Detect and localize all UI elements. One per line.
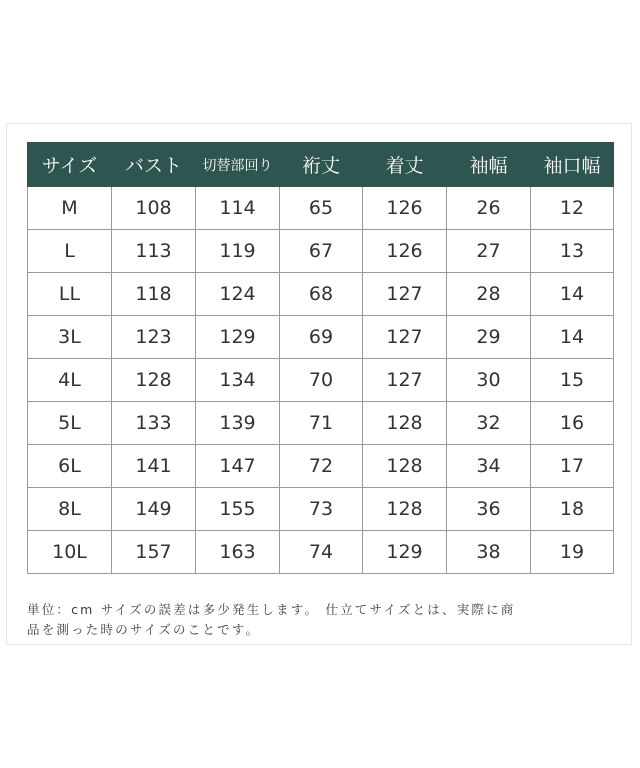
- table-row: [28, 402, 614, 445]
- size-label-cell: 8L: [28, 488, 112, 531]
- header-sleeve-width: 袖幅: [447, 143, 531, 187]
- measurement-cell: 69: [280, 316, 363, 359]
- size-label-cell: M: [28, 187, 112, 230]
- measurement-cell: 27: [447, 230, 531, 273]
- measurement-cell: 128: [363, 445, 447, 488]
- measurement-cell: 163: [196, 531, 280, 574]
- measurement-cell: 155: [196, 488, 280, 531]
- measurement-cell: 134: [196, 359, 280, 402]
- measurement-cell: 71: [280, 402, 363, 445]
- measurement-cell: 118: [112, 273, 196, 316]
- measurement-cell: 30: [447, 359, 531, 402]
- measurement-cell: 126: [363, 187, 447, 230]
- size-label-cell: 3L: [28, 316, 112, 359]
- measurement-cell: 126: [363, 230, 447, 273]
- measurement-cell: 128: [363, 488, 447, 531]
- measurement-cell: 108: [112, 187, 196, 230]
- measurement-cell: 18: [531, 488, 614, 531]
- measurement-cell: 127: [363, 316, 447, 359]
- size-note: [27, 600, 617, 640]
- table-header-row: [28, 143, 614, 187]
- measurement-cell: 124: [196, 273, 280, 316]
- table-row: [28, 531, 614, 574]
- measurement-cell: 13: [531, 230, 614, 273]
- header-bust: バスト: [112, 143, 196, 187]
- measurement-cell: 17: [531, 445, 614, 488]
- measurement-cell: 38: [447, 531, 531, 574]
- header-body-length: 着丈: [363, 143, 447, 187]
- measurement-cell: 68: [280, 273, 363, 316]
- measurement-cell: 129: [363, 531, 447, 574]
- table-row: [28, 488, 614, 531]
- header-size: サイズ: [28, 143, 112, 187]
- table-row: [28, 445, 614, 488]
- table-row: [28, 273, 614, 316]
- size-label-cell: LL: [28, 273, 112, 316]
- measurement-cell: 73: [280, 488, 363, 531]
- measurement-cell: 157: [112, 531, 196, 574]
- measurement-cell: 65: [280, 187, 363, 230]
- measurement-cell: 141: [112, 445, 196, 488]
- size-label-cell: 10L: [28, 531, 112, 574]
- size-label-cell: 5L: [28, 402, 112, 445]
- measurement-cell: 127: [363, 359, 447, 402]
- measurement-cell: 114: [196, 187, 280, 230]
- header-cuff-width: 袖口幅: [531, 143, 614, 187]
- measurement-cell: 70: [280, 359, 363, 402]
- measurement-cell: 67: [280, 230, 363, 273]
- table-row: [28, 187, 614, 230]
- measurement-cell: 16: [531, 402, 614, 445]
- measurement-cell: 29: [447, 316, 531, 359]
- measurement-cell: 113: [112, 230, 196, 273]
- measurement-cell: 74: [280, 531, 363, 574]
- measurement-cell: 147: [196, 445, 280, 488]
- measurement-cell: 72: [280, 445, 363, 488]
- size-label-cell: 6L: [28, 445, 112, 488]
- measurement-cell: 123: [112, 316, 196, 359]
- measurement-cell: 128: [363, 402, 447, 445]
- measurement-cell: 28: [447, 273, 531, 316]
- measurement-cell: 12: [531, 187, 614, 230]
- measurement-cell: 14: [531, 316, 614, 359]
- measurement-cell: 19: [531, 531, 614, 574]
- measurement-cell: 139: [196, 402, 280, 445]
- size-label-cell: 4L: [28, 359, 112, 402]
- measurement-cell: 36: [447, 488, 531, 531]
- size-table: [27, 142, 614, 574]
- note-line-2: 品を測った時のサイズのことです。: [27, 622, 261, 637]
- table-row: [28, 230, 614, 273]
- measurement-cell: 128: [112, 359, 196, 402]
- note-line-1: 単位：cm サイズの誤差は多少発生します。 仕立てサイズとは、実際に商: [27, 602, 516, 617]
- measurement-cell: 15: [531, 359, 614, 402]
- size-label-cell: L: [28, 230, 112, 273]
- header-sleeve-length: 裄丈: [280, 143, 363, 187]
- measurement-cell: 127: [363, 273, 447, 316]
- measurement-cell: 129: [196, 316, 280, 359]
- measurement-cell: 133: [112, 402, 196, 445]
- measurement-cell: 149: [112, 488, 196, 531]
- table-row: [28, 316, 614, 359]
- measurement-cell: 32: [447, 402, 531, 445]
- measurement-cell: 119: [196, 230, 280, 273]
- header-waist-seam: 切替部回り: [196, 143, 280, 187]
- table-body: [28, 187, 614, 574]
- measurement-cell: 34: [447, 445, 531, 488]
- measurement-cell: 26: [447, 187, 531, 230]
- measurement-cell: 14: [531, 273, 614, 316]
- table-row: [28, 359, 614, 402]
